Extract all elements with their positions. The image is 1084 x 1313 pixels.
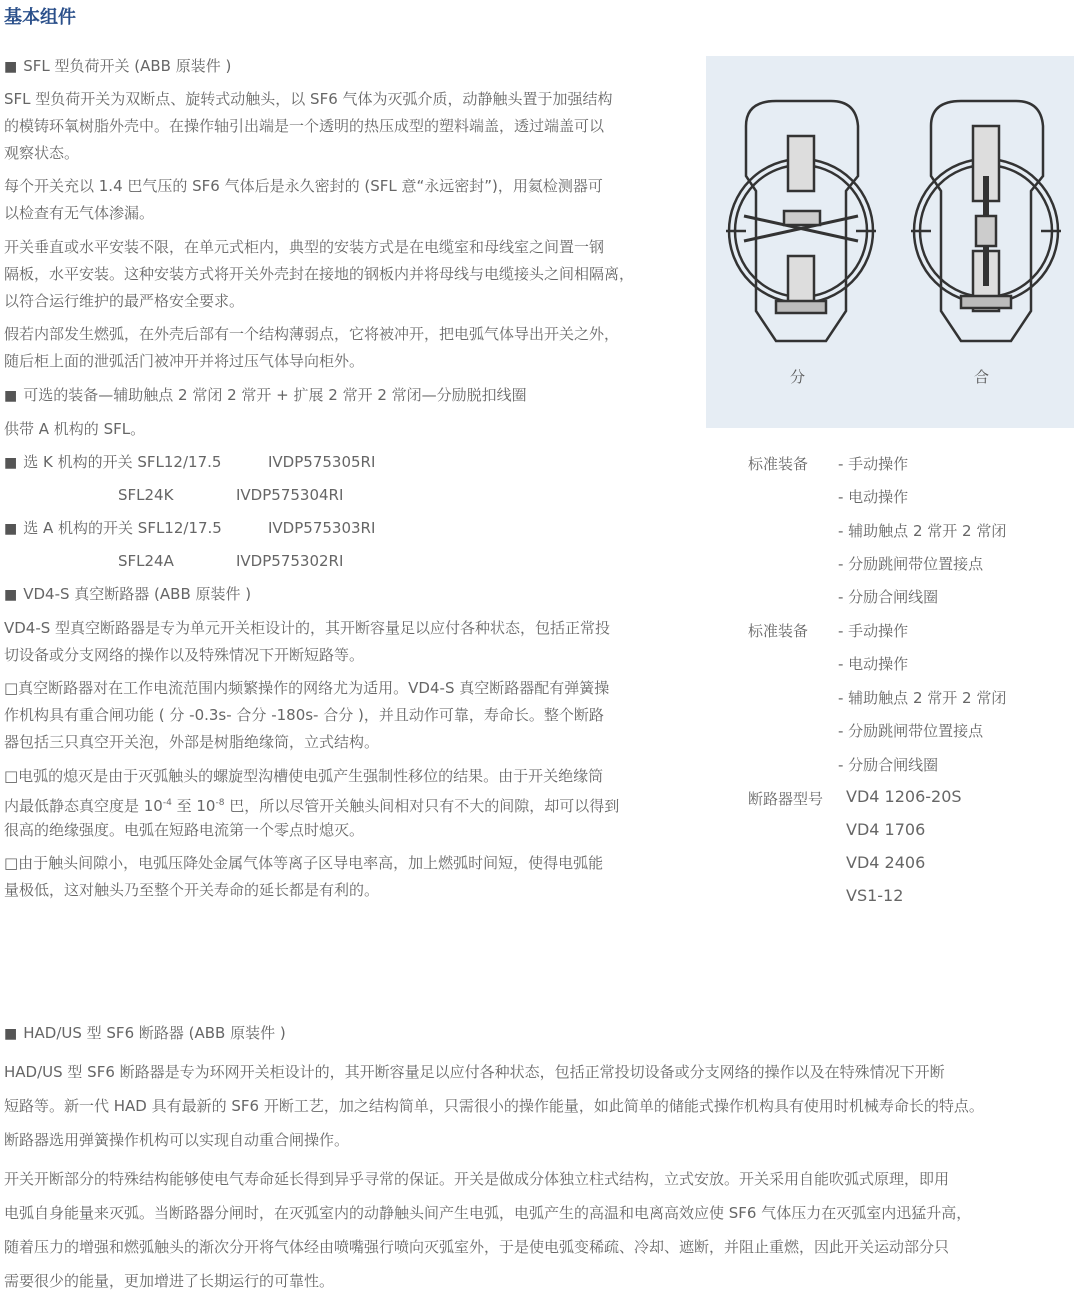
vd4-para3-line1: □电弧的熄灭是由于灭弧触头的螺旋型沟槽使电弧产生强制性移位的结果。由于开关绝缘筒 <box>4 767 604 785</box>
vd4-para1-line2: 切设备或分支网络的操作以及特殊情况下开断短路等。 <box>4 646 365 664</box>
vd4-para3-line2-c: 巴，所以尽管开关触头间相对只有不大的间隙，却可以得到 <box>224 797 620 815</box>
sfl-heading: ■ SFL 型负荷开关 (ABB 原装件 ) <box>4 53 231 81</box>
k-heading: ■ 选 K 机构的开关 SFL12/17.5 <box>4 449 221 477</box>
vd4-para3-line2-b: 至 10 <box>171 797 216 815</box>
sfl-para3-line1: 开关垂直或水平安装不限，在单元式柜内，典型的安装方式是在电缆室和母线室之间置一钢 <box>4 238 605 256</box>
spec-group2-item: - 分励合闸线圈 <box>838 756 939 774</box>
spec-group1-item: - 电动操作 <box>838 488 909 506</box>
spec-group1-item: - 辅助触点 2 常开 2 常闭 <box>838 522 1007 540</box>
k-code1: IVDP575305RI <box>268 453 376 471</box>
sfl-para4-line2: 随后柜上面的泄弧活门被冲开并将过压气体导向柜外。 <box>4 352 365 370</box>
switch-diagram <box>706 56 1074 428</box>
sfl-para1-line1: SFL 型负荷开关为双断点、旋转式动触头，以 SF6 气体为灭弧介质，动静触头置于加强结构 <box>4 90 613 108</box>
optional-note: 供带 A 机构的 SFL。 <box>4 420 146 438</box>
spec-group1-item: - 分励跳闸带位置接点 <box>838 555 984 573</box>
closed-state-drawing <box>911 101 1061 341</box>
vd4-para3-line2-a: 内最低静态真空度是 10 <box>4 797 163 815</box>
a-heading: ■ 选 A 机构的开关 SFL12/17.5 <box>4 515 222 543</box>
spec-group2-item: - 辅助触点 2 常开 2 常闭 <box>838 689 1007 707</box>
sfl-para2-line2: 以检查有无气体渗漏。 <box>4 204 155 222</box>
caption-open: 分 <box>790 368 806 386</box>
had-para2-line4: 需要很少的能量，更加增进了长期运行的可靠性。 <box>4 1272 335 1290</box>
optional-heading: ■ 可选的装备—辅助触点 2 常闭 2 常开 + 扩展 2 常开 2 常闭—分励脱扣线圈 <box>4 382 527 410</box>
spec-group1-label: 标准装备 <box>748 455 809 473</box>
a-code1: IVDP575303RI <box>268 519 376 537</box>
had-para2-line1: 开关开断部分的特殊结构能够使电气寿命延长得到异乎寻常的保证。开关是做成分体独立柱式结构，立式安放。开关采用自能吹弧式原理，即用 <box>4 1170 950 1188</box>
spec-group1-item: - 分励合闸线圈 <box>838 588 939 606</box>
caption-closed: 合 <box>974 368 990 386</box>
spec-group1-item: - 手动操作 <box>838 455 909 473</box>
had-heading: ■ HAD/US 型 SF6 断路器 (ABB 原装件 ) <box>4 1020 286 1048</box>
a-model2: SFL24A <box>118 552 174 570</box>
sfl-para4-line1: 假若内部发生燃弧，在外壳后部有一个结构薄弱点，它将被冲开，把电弧气体导出开关之外， <box>4 325 620 343</box>
had-para2-line3: 随着压力的增强和燃弧触头的渐次分开将气体经由喷嘴强行喷向灭弧室外，于是使电弧变稀疏、冷却、遮断，并阻止重燃，因此开关运动部分只 <box>4 1238 950 1256</box>
had-para1-line3: 断路器选用弹簧操作机构可以实现自动重合闸操作。 <box>4 1131 350 1149</box>
vd4-para2-line2: 作机构具有重合闸功能 ( 分 -0.3s- 合分 -180s- 合分 )，并且动作可靠，寿命长。整个断路 <box>4 706 604 724</box>
vd4-para4-line2: 量极低，这对触头乃至整个开关寿命的延长都是有利的。 <box>4 881 380 899</box>
spec-group2-item: - 手动操作 <box>838 622 909 640</box>
model-item: VD4 2406 <box>846 853 926 872</box>
had-para1-line1: HAD/US 型 SF6 断路器是专为环网开关柜设计的，其开断容量足以应付各种状态，包括正常投切设备或分支网络的操作以及在特殊情况下开断 <box>4 1063 945 1081</box>
had-para2-line2: 电弧自身能量来灭弧。当断路器分闸时，在灭弧室内的动静触头间产生电弧，电弧产生的高温和电离高效应使 SF6 气体压力在灭弧室内迅猛升高， <box>4 1204 972 1222</box>
spec-group2-item: - 分励跳闸带位置接点 <box>838 722 984 740</box>
vd4-para3-line2 <box>4 790 619 820</box>
page-title: 基本组件 <box>4 7 76 28</box>
sfl-para1-line3: 观察状态。 <box>4 144 80 162</box>
vd4-para1-line1: VD4-S 型真空断路器是专为单元开关柜设计的，其开断容量足以应付各种状态，包括正常投 <box>4 619 611 637</box>
model-item: VS1-12 <box>846 886 904 905</box>
switch-diagram-svg <box>706 56 1074 428</box>
had-para1-line2: 短路等。新一代 HAD 具有最新的 SF6 开断工艺，加之结构简单，只需很小的操作能量，如此简单的储能式操作机构具有使用时机械寿命长的特点。 <box>4 1097 984 1115</box>
model-item: VD4 1706 <box>846 820 926 839</box>
a-code2: IVDP575302RI <box>236 552 344 570</box>
spec-group2-label: 标准装备 <box>748 622 809 640</box>
spec-group2-item: - 电动操作 <box>838 655 909 673</box>
sfl-para2-line1: 每个开关充以 1.4 巴气压的 SF6 气体后是永久密封的 (SFL 意“永远密封”)，用氦检测器可 <box>4 177 603 195</box>
model-item: VD4 1206-20S <box>846 787 962 806</box>
vd4-para2-line1: □真空断路器对在工作电流范围内频繁操作的网络尤为适用。VD4-S 真空断路器配有弹簧操 <box>4 679 610 697</box>
open-state-drawing <box>726 101 876 341</box>
vd4-para2-line3: 器包括三只真空开关泡，外部是树脂绝缘筒，立式结构。 <box>4 733 380 751</box>
sfl-para3-line3: 以符合运行维护的最严格安全要求。 <box>4 292 245 310</box>
sfl-para1-line2: 的模铸环氧树脂外壳中。在操作轴引出端是一个透明的热压成型的塑料端盖，透过端盖可以 <box>4 117 605 135</box>
k-model2: SFL24K <box>118 486 174 504</box>
sfl-para3-line2: 隔板，水平安装。这种安装方式将开关外壳封在接地的钢板内并将母线与电缆接头之间相隔离， <box>4 265 635 283</box>
vd4-exponent-1: -4 <box>162 798 172 808</box>
k-code2: IVDP575304RI <box>236 486 344 504</box>
vd4-para4-line1: □由于触头间隙小，电弧压降处金属气体等离子区导电率高，加上燃弧时间短，使得电弧能 <box>4 854 604 872</box>
vd4-exponent-2: -8 <box>215 798 225 808</box>
models-label: 断路器型号 <box>748 790 824 808</box>
vd4-heading: ■ VD4-S 真空断路器 (ABB 原装件 ) <box>4 581 251 609</box>
vd4-para3-line3: 很高的绝缘强度。电弧在短路电流第一个零点时熄灭。 <box>4 821 365 839</box>
